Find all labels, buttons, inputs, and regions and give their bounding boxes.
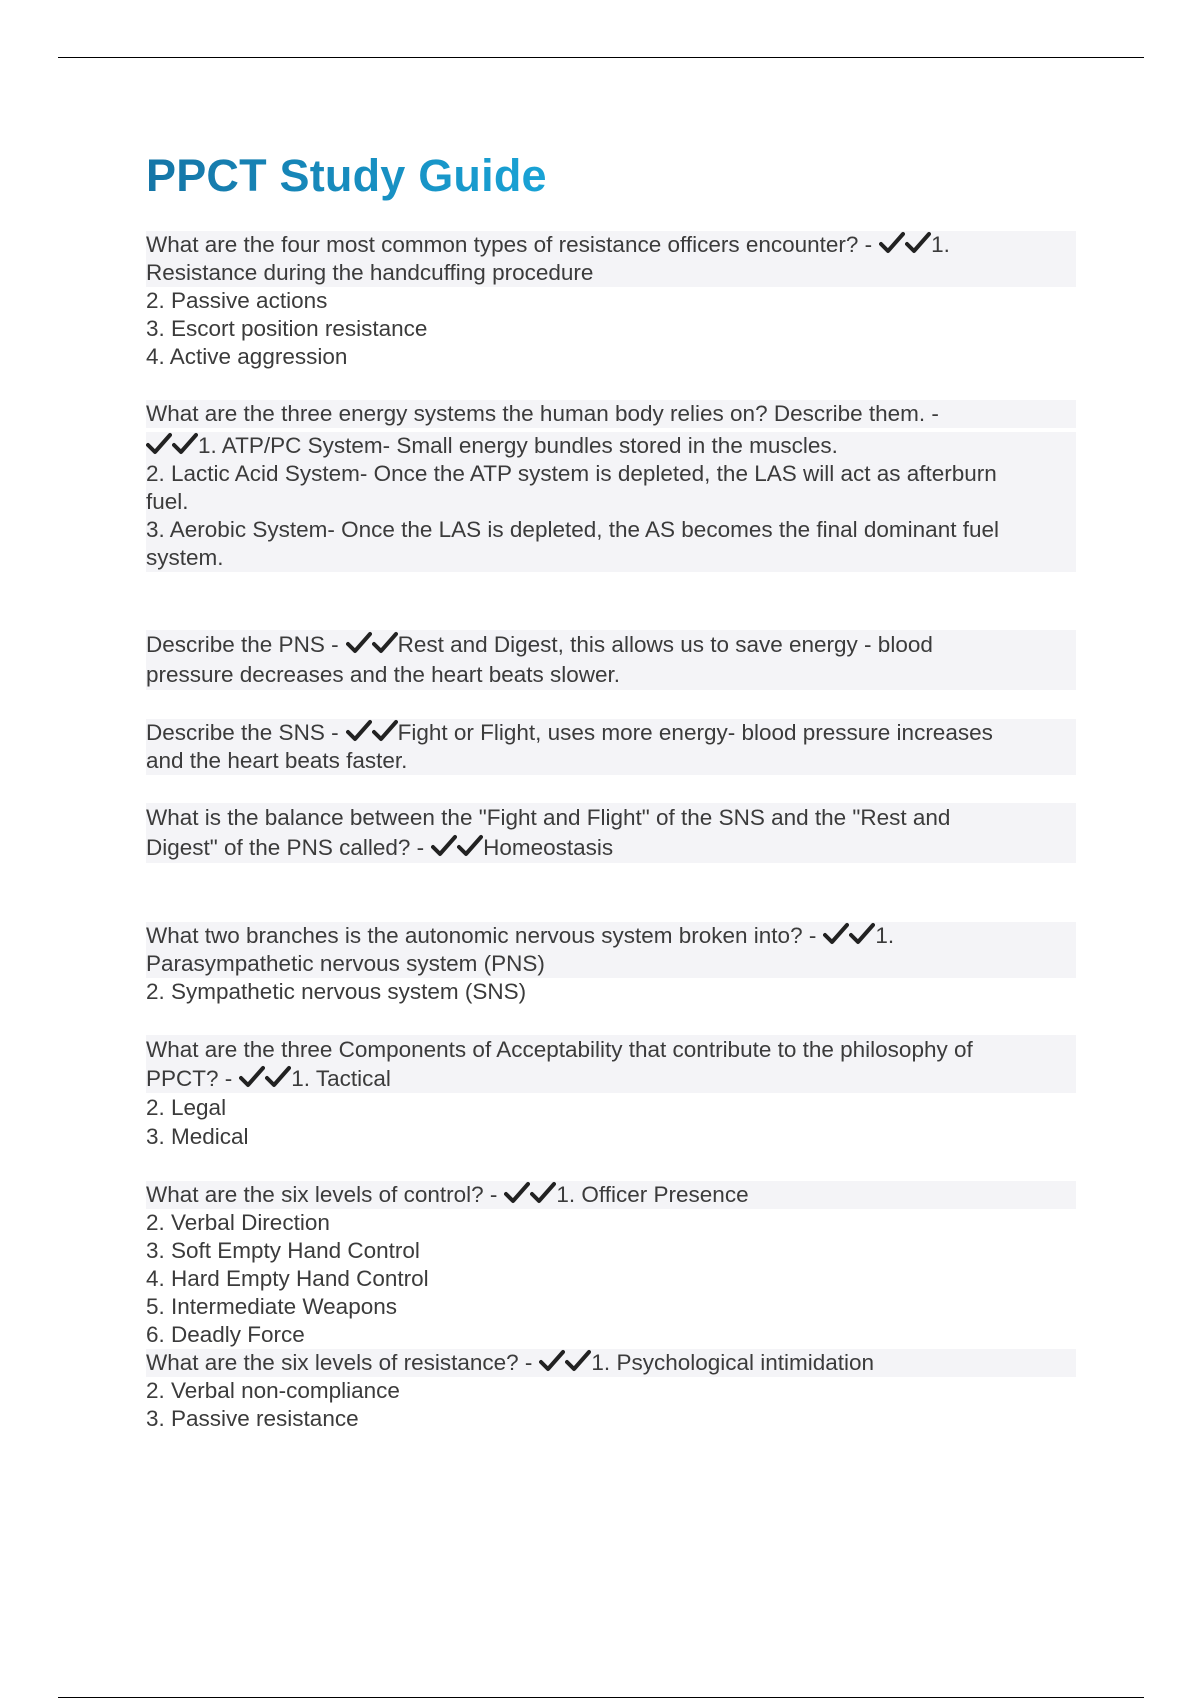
- check-icon: [823, 922, 849, 946]
- answer-line: 3. Aerobic System- Once the LAS is depleted, the AS becomes the final dominant fuel: [146, 516, 1076, 544]
- answer-line: 4. Hard Empty Hand Control: [146, 1266, 429, 1291]
- answer-line: 6. Deadly Force: [146, 1322, 305, 1347]
- page-title: PPCT Study Guide: [146, 148, 547, 204]
- qa-item-1: [146, 231, 1076, 371]
- check-icon: [239, 1065, 265, 1089]
- question-text: Digest" of the PNS called? -: [146, 835, 425, 860]
- top-rule: [58, 57, 1144, 58]
- check-icon: [346, 631, 372, 655]
- check-icon: [879, 231, 905, 255]
- qa-item-5: [146, 803, 1076, 863]
- qa-item-2: [146, 400, 1076, 572]
- bottom-rule: [58, 1697, 1144, 1698]
- answer-line: system.: [146, 544, 1076, 572]
- check-icon: [146, 432, 172, 456]
- answer-line: 3. Escort position resistance: [146, 316, 428, 341]
- answer-text: Rest and Digest, this allows us to save energy - blood: [397, 632, 933, 657]
- check-icon: [372, 631, 398, 655]
- question-text: What are the six levels of resistance? -: [146, 1350, 533, 1375]
- question-text: Describe the PNS -: [146, 632, 339, 657]
- check-icon: [504, 1181, 530, 1205]
- qa-item-6: [146, 922, 1076, 1006]
- check-icon: [849, 922, 875, 946]
- answer-text: 1.: [875, 923, 895, 948]
- check-icon: [431, 834, 457, 858]
- answer-line: Parasympathetic nervous system (PNS): [146, 950, 1076, 978]
- answer-text: 1. Tactical: [291, 1066, 391, 1091]
- qa-item-3: [146, 630, 1076, 690]
- check-icon: [457, 834, 483, 858]
- qa-item-4: [146, 719, 1076, 775]
- answer-line: 3. Passive resistance: [146, 1406, 359, 1431]
- check-icon: [172, 432, 198, 456]
- answer-line: 2. Lactic Acid System- Once the ATP system is depleted, the LAS will act as afterburn: [146, 460, 1076, 488]
- question-text: What are the three energy systems the human body relies on? Describe them. -: [146, 400, 1076, 428]
- answer-line: 2. Verbal non-compliance: [146, 1378, 400, 1403]
- question-text: What two branches is the autonomic nervous system broken into? -: [146, 923, 817, 948]
- answer-line: 2. Verbal Direction: [146, 1210, 330, 1235]
- check-icon: [372, 719, 398, 743]
- qa-item-9: [146, 1349, 1076, 1377]
- check-icon: [265, 1065, 291, 1089]
- question-text: What is the balance between the "Fight and Flight" of the SNS and the "Rest and: [146, 803, 1076, 833]
- check-icon: [905, 231, 931, 255]
- answer-line: 3. Medical: [146, 1124, 249, 1149]
- answer-text: Fight or Flight, uses more energy- blood pressure increases: [397, 720, 993, 745]
- answer-line: 2. Passive actions: [146, 288, 328, 313]
- qa-item-8: [146, 1181, 1076, 1433]
- answer-text: 1. Officer Presence: [556, 1182, 749, 1207]
- question-text: Describe the SNS -: [146, 720, 339, 745]
- check-icon: [565, 1349, 591, 1373]
- check-icon: [539, 1349, 565, 1373]
- answer-line: Resistance during the handcuffing procedure: [146, 259, 1076, 287]
- answer-line: fuel.: [146, 488, 1076, 516]
- answer-line: 4. Active aggression: [146, 344, 348, 369]
- answer-text: 1.: [931, 232, 950, 257]
- question-text: What are the three Components of Acceptability that contribute to the philosophy of: [146, 1035, 1076, 1064]
- answer-line: 3. Soft Empty Hand Control: [146, 1238, 420, 1263]
- answer-line: and the heart beats faster.: [146, 747, 1076, 775]
- answer-line: 5. Intermediate Weapons: [146, 1294, 397, 1319]
- question-text: PPCT? -: [146, 1066, 233, 1091]
- qa-item-7: [146, 1035, 1076, 1151]
- question-text: What are the four most common types of resistance officers encounter? -: [146, 232, 873, 257]
- answer-line: 2. Sympathetic nervous system (SNS): [146, 979, 527, 1004]
- answer-text: Homeostasis: [483, 835, 614, 860]
- answer-text: 1. ATP/PC System- Small energy bundles stored in the muscles.: [198, 433, 838, 458]
- answer-text: 1. Psychological intimidation: [591, 1350, 875, 1375]
- check-icon: [530, 1181, 556, 1205]
- question-text: What are the six levels of control? -: [146, 1182, 498, 1207]
- check-icon: [346, 719, 372, 743]
- answer-line: pressure decreases and the heart beats slower.: [146, 660, 1076, 690]
- answer-line: 2. Legal: [146, 1095, 227, 1120]
